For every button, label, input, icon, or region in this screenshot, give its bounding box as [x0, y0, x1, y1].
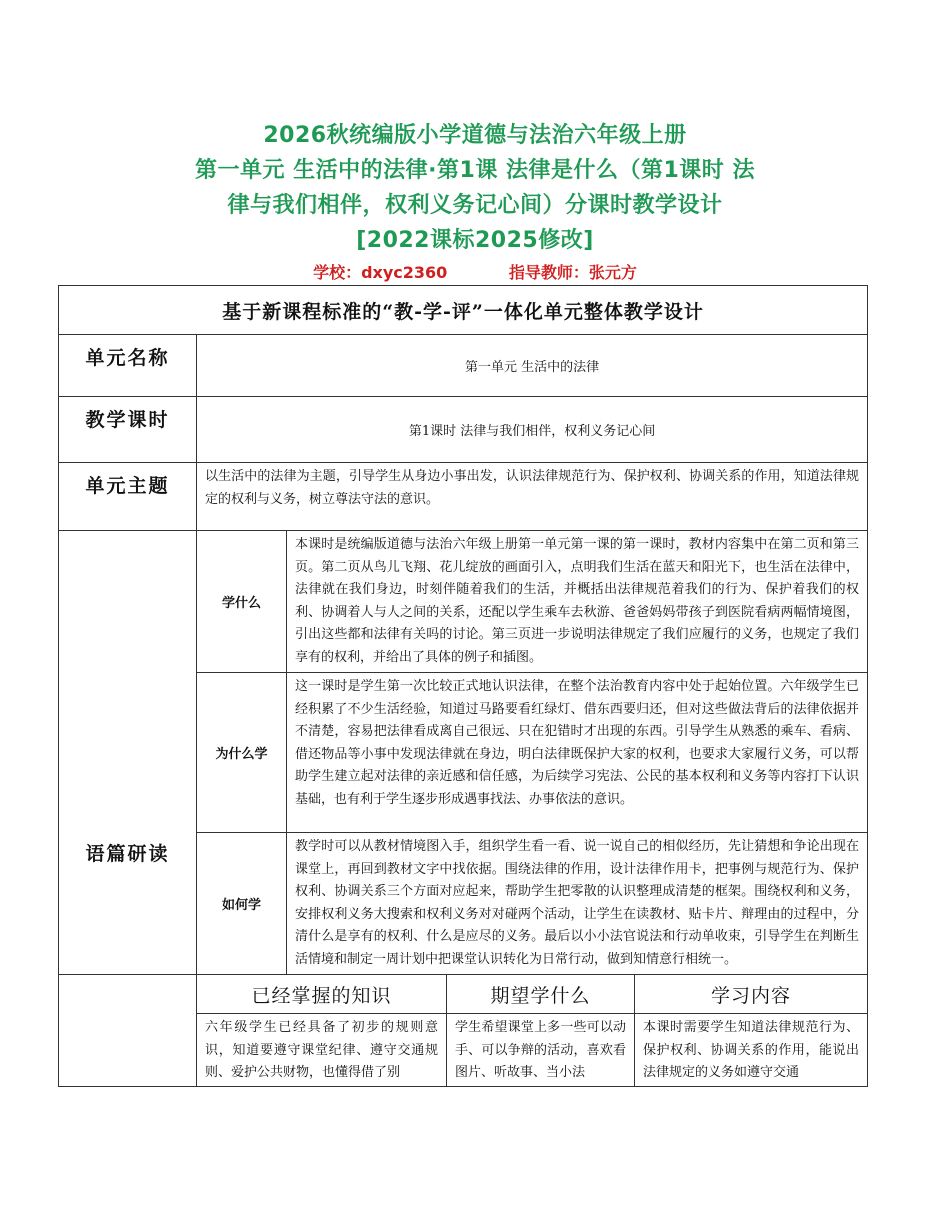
title-line-1: 2026秋统编版小学道德与法治六年级上册: [263, 123, 687, 148]
expect-text-cell: [447, 1014, 635, 1087]
reading-label-text: 语篇研读: [85, 843, 170, 865]
expect-heading: 期望学什么: [447, 975, 635, 1014]
expect-text: 学生希望课堂上多一些可以动手、可以争辩的活动，喜欢看图片、听故事、当小法: [455, 1020, 626, 1080]
title-line-4: [2022课标2025修改]: [356, 228, 594, 253]
table-header: 基于新课程标准的“教-学-评”一体化单元整体教学设计: [59, 286, 868, 335]
content-heading: 学习内容: [635, 975, 868, 1014]
title-line-2: 第一单元 生活中的法律·第1课 法律是什么（第1课时 法: [195, 158, 755, 183]
reading-label: [59, 531, 197, 975]
lesson-value: 第1课时 法律与我们相伴，权利义务记心间: [197, 397, 868, 463]
how-text: 教学时可以从教材情境图入手，组织学生看一看、说一说自己的相似经历，先让猜想和争论出现在课堂上，再回到教材文字中找依据。围绕法律的作用，设计法律作用卡，把事例与规范行为、保护权利、协调关系三个方面对应起来，帮助学生把零散的认识整理成清楚的框架。围绕权利和义务，安排权利义务大搜索和权利义务对对碰两个活动，让学生在读教材、贴卡片、辩理由的过程中，分清什么是享有的权利、什么是应尽的义务。最后以小小法官说法和行动单收束，引导学生在判断生活情境和制定一周计划中把课堂认识转化为日常行动，做到知情意行相统一。: [287, 833, 868, 975]
why-text: 这一课时是学生第一次比较正式地认识法律，在整个法治教育内容中处于起始位置。六年级学生已经积累了不少生活经验，知道过马路要看红绿灯、借东西要归还，但对这些做法背后的法律依据并不清楚，容易把法律看成离自己很远、只在犯错时才出现的东西。引导学生从熟悉的乘车、看病、借还物品等小事中发现法律就在身边，明白法律既保护大家的权利，也要求大家履行义务，可以帮助学生建立起对法律的亲近感和信任感，为后续学习宪法、公民的基本权利和义务等内容打下认识基础，也有利于学生逐步形成遇事找法、办事依法的意识。: [287, 673, 868, 833]
known-text-cell: [197, 1014, 447, 1087]
school-teacher-line: [0, 260, 950, 283]
teacher-label: 指导教师：张元方: [508, 263, 637, 282]
known-text: 六年级学生已经具备了初步的规则意识，知道要遵守课堂纪律、遵守交通规则、爱护公共财物，也懂得借了别: [205, 1020, 438, 1080]
unit-name-value: 第一单元 生活中的法律: [197, 335, 868, 397]
what-text: 本课时是统编版道德与法治六年级上册第一单元第一课的第一课时，教材内容集中在第二页和第三页。第二页从鸟儿飞翔、花儿绽放的画面引入，点明我们生活在蓝天和阳光下，也生活在法律中，法律就在我们身边，时刻伴随着我们的生活，并概括出法律规范着我们的行为、保护着我们的权利、协调着人与人之间的关系，还配以学生乘车去秋游、爸爸妈妈带孩子到医院看病两幅情境图，引出这些都和法律有关吗的讨论。第三页进一步说明法律规定了我们应履行的义务，也规定了我们享有的权利，并给出了具体的例子和插图。: [287, 531, 868, 673]
theme-label: 单元主题: [59, 463, 197, 531]
how-label: 如何学: [197, 833, 287, 975]
why-label: 为什么学: [197, 673, 287, 833]
document-title: [0, 118, 950, 258]
title-line-3: 律与我们相伴，权利义务记心间）分课时教学设计: [227, 193, 723, 218]
theme-value: 以生活中的法律为主题，引导学生从身边小事出发，认识法律规范行为、保护权利、协调关系的作用，知道法律规定的权利与义务，树立尊法守法的意识。: [197, 463, 868, 531]
empty-label-cell: [59, 975, 197, 1087]
lesson-label: 教学课时: [59, 397, 197, 463]
content-text-cell: [635, 1014, 868, 1087]
content-text: 本课时需要学生知道法律规范行为、保护权利、协调关系的作用，能说出法律规定的义务如遵守交通: [643, 1020, 860, 1080]
school-label: 学校：dxyc2360: [313, 263, 448, 282]
lesson-design-table: [58, 285, 868, 1087]
unit-name-label: 单元名称: [59, 335, 197, 397]
what-label: 学什么: [197, 531, 287, 673]
known-heading: 已经掌握的知识: [197, 975, 447, 1014]
